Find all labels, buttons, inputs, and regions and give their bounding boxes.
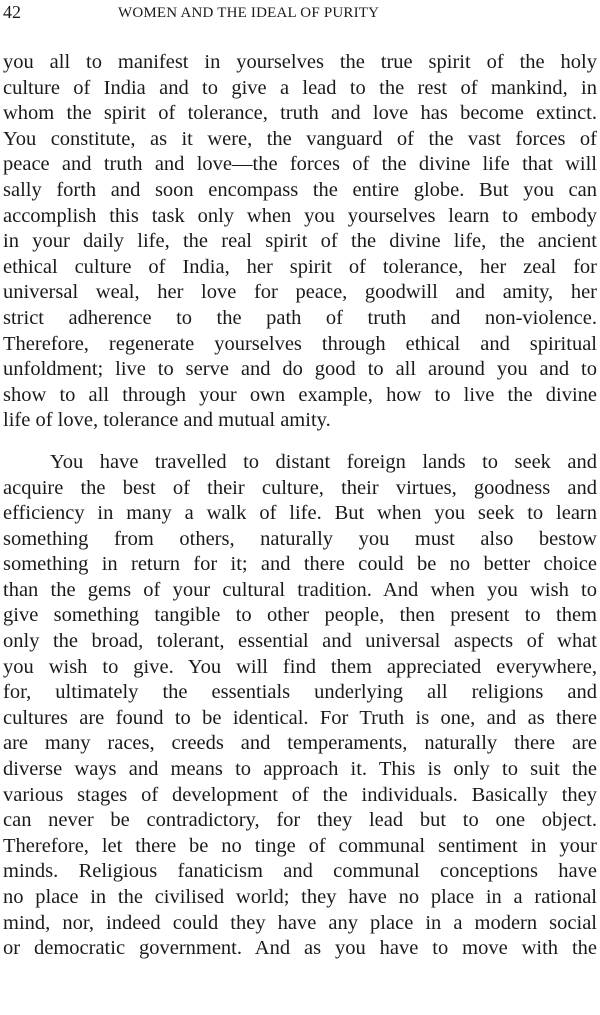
text-line: something in return for it; and there could be no better choice xyxy=(3,553,597,576)
text-line: sally forth and soon encompass the entire globe. But you can xyxy=(3,178,597,201)
text-line: only the broad, tolerant, essential and universal aspects of what xyxy=(3,630,597,653)
text-line: various stages of development of the individuals. Basically they xyxy=(3,783,597,806)
text-line: You have travelled to distant foreign lands to seek and xyxy=(50,450,597,473)
text-line: can never be contradictory, for they lead but to one object. xyxy=(3,809,597,832)
text-line: give something tangible to other people, then present to them xyxy=(3,604,597,627)
text-line: than the gems of your cultural tradition. And when you wish to xyxy=(3,578,597,601)
text-line: efficiency in many a walk of life. But when you seek to learn xyxy=(3,502,597,525)
text-line: acquire the best of their culture, their virtues, goodness and xyxy=(3,476,597,499)
text-line: are many races, creeds and temperaments, naturally there are xyxy=(3,732,597,755)
text-line: accomplish this task only when you yourselves learn to embody xyxy=(3,204,597,227)
running-head: WOMEN AND THE IDEAL OF PURITY xyxy=(118,5,380,21)
text-line: mind, nor, indeed could they have any place in a modern social xyxy=(3,911,597,934)
text-line: something from others, naturally you must also bestow xyxy=(3,527,597,550)
text-line: unfoldment; live to serve and do good to all around you and to xyxy=(3,358,597,381)
text-line: you wish to give. You will find them appreciated everywhere, xyxy=(3,655,597,678)
text-line: life of love, tolerance and mutual amity. xyxy=(3,409,331,432)
paragraph xyxy=(3,450,597,962)
text-line: Therefore, regenerate yourselves through ethical and spiritual xyxy=(3,332,597,355)
text-line: Therefore, let there be no tinge of communal sentiment in your xyxy=(3,834,597,857)
text-line: cultures are found to be identical. For Truth is one, and as there xyxy=(3,706,597,729)
text-line: show to all through your own example, how to live the divine xyxy=(3,383,597,406)
page-number: 42 xyxy=(3,2,21,22)
text-line: ethical culture of India, her spirit of tolerance, her zeal for xyxy=(3,255,597,278)
text-line: in your daily life, the real spirit of the divine life, the ancient xyxy=(3,230,597,253)
text-line: minds. Religious fanaticism and communal conceptions have xyxy=(3,860,597,883)
text-line: strict adherence to the path of truth and non-violence. xyxy=(3,306,597,329)
text-line: whom the spirit of tolerance, truth and love has become extinct. xyxy=(3,102,597,125)
text-line: You constitute, as it were, the vanguard of the vast forces of xyxy=(3,127,597,150)
text-line: you all to manifest in yourselves the true spirit of the holy xyxy=(3,51,597,73)
page-header xyxy=(0,0,600,30)
text-line: universal weal, her love for peace, goodwill and amity, her xyxy=(3,281,597,304)
text-line: or democratic government. And as you have to move with the xyxy=(3,937,597,960)
text-line: peace and truth and love—the forces of the divine life that will xyxy=(3,153,597,176)
text-line: for, ultimately the essentials underlying all religions and xyxy=(3,681,597,704)
paragraph xyxy=(3,50,597,434)
text-line: culture of India and to give a lead to the rest of mankind, in xyxy=(3,76,597,99)
body-text xyxy=(3,50,597,962)
text-line: no place in the civilised world; they have no place in a rational xyxy=(3,886,597,908)
text-line: diverse ways and means to approach it. This is only to suit the xyxy=(3,758,597,781)
